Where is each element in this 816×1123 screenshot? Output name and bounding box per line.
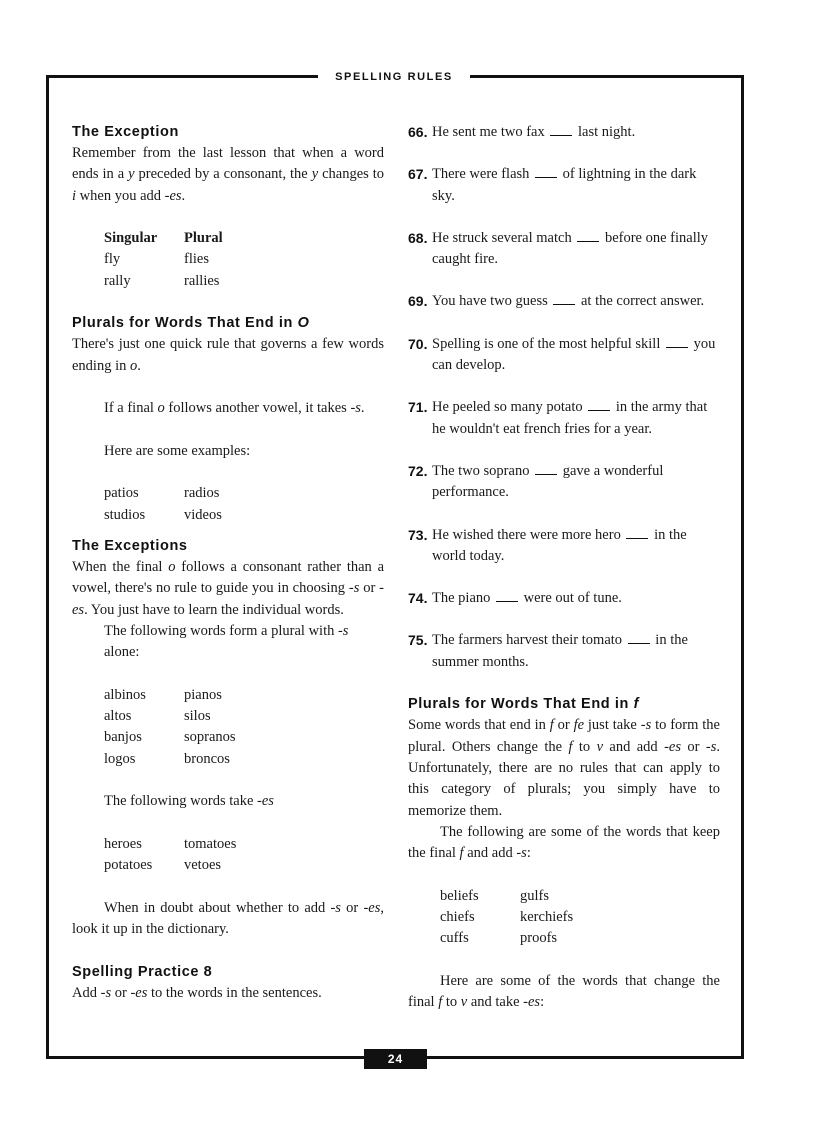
answer-blank[interactable] [628,631,650,644]
practice-item: 72. The two soprano gave a wonderful performance. [408,462,664,501]
o-rule: If a final o follows another vowel, it takes -s. [104,400,365,417]
o-heading: Plurals for Words That End in O [72,315,310,332]
practice-item: 69. You have two guess at the correct answer. [408,293,705,310]
es-intro: The following words take -es [104,793,274,810]
answer-blank[interactable] [550,123,572,136]
singular-plural-table: Singular Plural fly flies rally rallies [104,230,223,289]
keep-f-table: beliefs gulfs chiefs kerchiefs cuffs proofs [440,887,574,947]
practice-item: 68. He struck several match before one finally caught fire. [408,229,709,268]
doubt-text: When in doubt about whether to add -s or -es, look it up in the dictionary. [72,899,384,938]
practice-item: 71. He peeled so many potato in the army that he wouldn't eat french fries for a year. [408,399,708,437]
practice-item: 66. He sent me two fax last night. [408,124,636,140]
o-intro: There's just one quick rule that governs a few words ending in o. [72,336,384,374]
answer-blank[interactable] [588,398,610,411]
change-intro: Here are some of the words that change the final f to v and take -es: [408,972,720,1011]
exception-heading: The Exception [72,124,179,140]
answer-blank[interactable] [626,526,648,539]
left-column [72,122,384,1004]
exceptions-text: When the final o follows a consonant rather than a vowel, there's no rule to guide you in choosing -s or -es. You just have to learn the individual words. [72,559,384,618]
practice-item: 74. The piano were out of tune. [408,590,622,607]
practice-item: 70. Spelling is one of the most helpful skill you can develop. [408,335,716,374]
es-table: heroes tomatoes potatoes vetoes [104,835,237,874]
practice-text: Add -s or -es to the words in the sentences. [72,984,322,1001]
s-alone-intro: The following words form a plural with -s alone: [104,622,349,661]
f-text: Some words that end in f or fe just take -s to form the plural. Others change the f to v and add -es or -s. Unfortunately, there are no rules that can apply to this category of plurals; you simply have to memorize them. [408,717,720,819]
practice-heading: Spelling Practice 8 [72,963,213,980]
answer-blank[interactable] [535,462,557,475]
answer-blank[interactable] [553,292,575,305]
examples-table: patios radios studios videos [104,485,222,523]
keep-intro: The following are some of the words that keep the final f and add -s: [408,823,720,862]
right-column [408,122,720,1014]
running-head: SPELLING RULES [318,70,470,84]
f-heading: Plurals for Words That End in f [408,696,640,713]
practice-item: 73. He wished there were more hero in the world today. [408,526,687,564]
exception-text: Remember from the last lesson that when a word ends in a y preceded by a consonant, the y changes to i when you add -es. [72,145,385,204]
examples-label: Here are some examples: [104,442,251,459]
answer-blank[interactable] [577,229,599,242]
exceptions-heading: The Exceptions [72,538,188,555]
practice-item: 75. The farmers harvest their tomato in the summer months. [408,632,688,670]
answer-blank[interactable] [535,165,557,178]
s-alone-table: albinos pianos altos silos banjos sopranos logos broncos [104,686,236,767]
practice-item: 67. There were flash of lightning in the dark sky. [408,166,697,204]
page-number: 24 [364,1049,427,1069]
answer-blank[interactable] [666,335,688,348]
answer-blank[interactable] [496,589,518,602]
